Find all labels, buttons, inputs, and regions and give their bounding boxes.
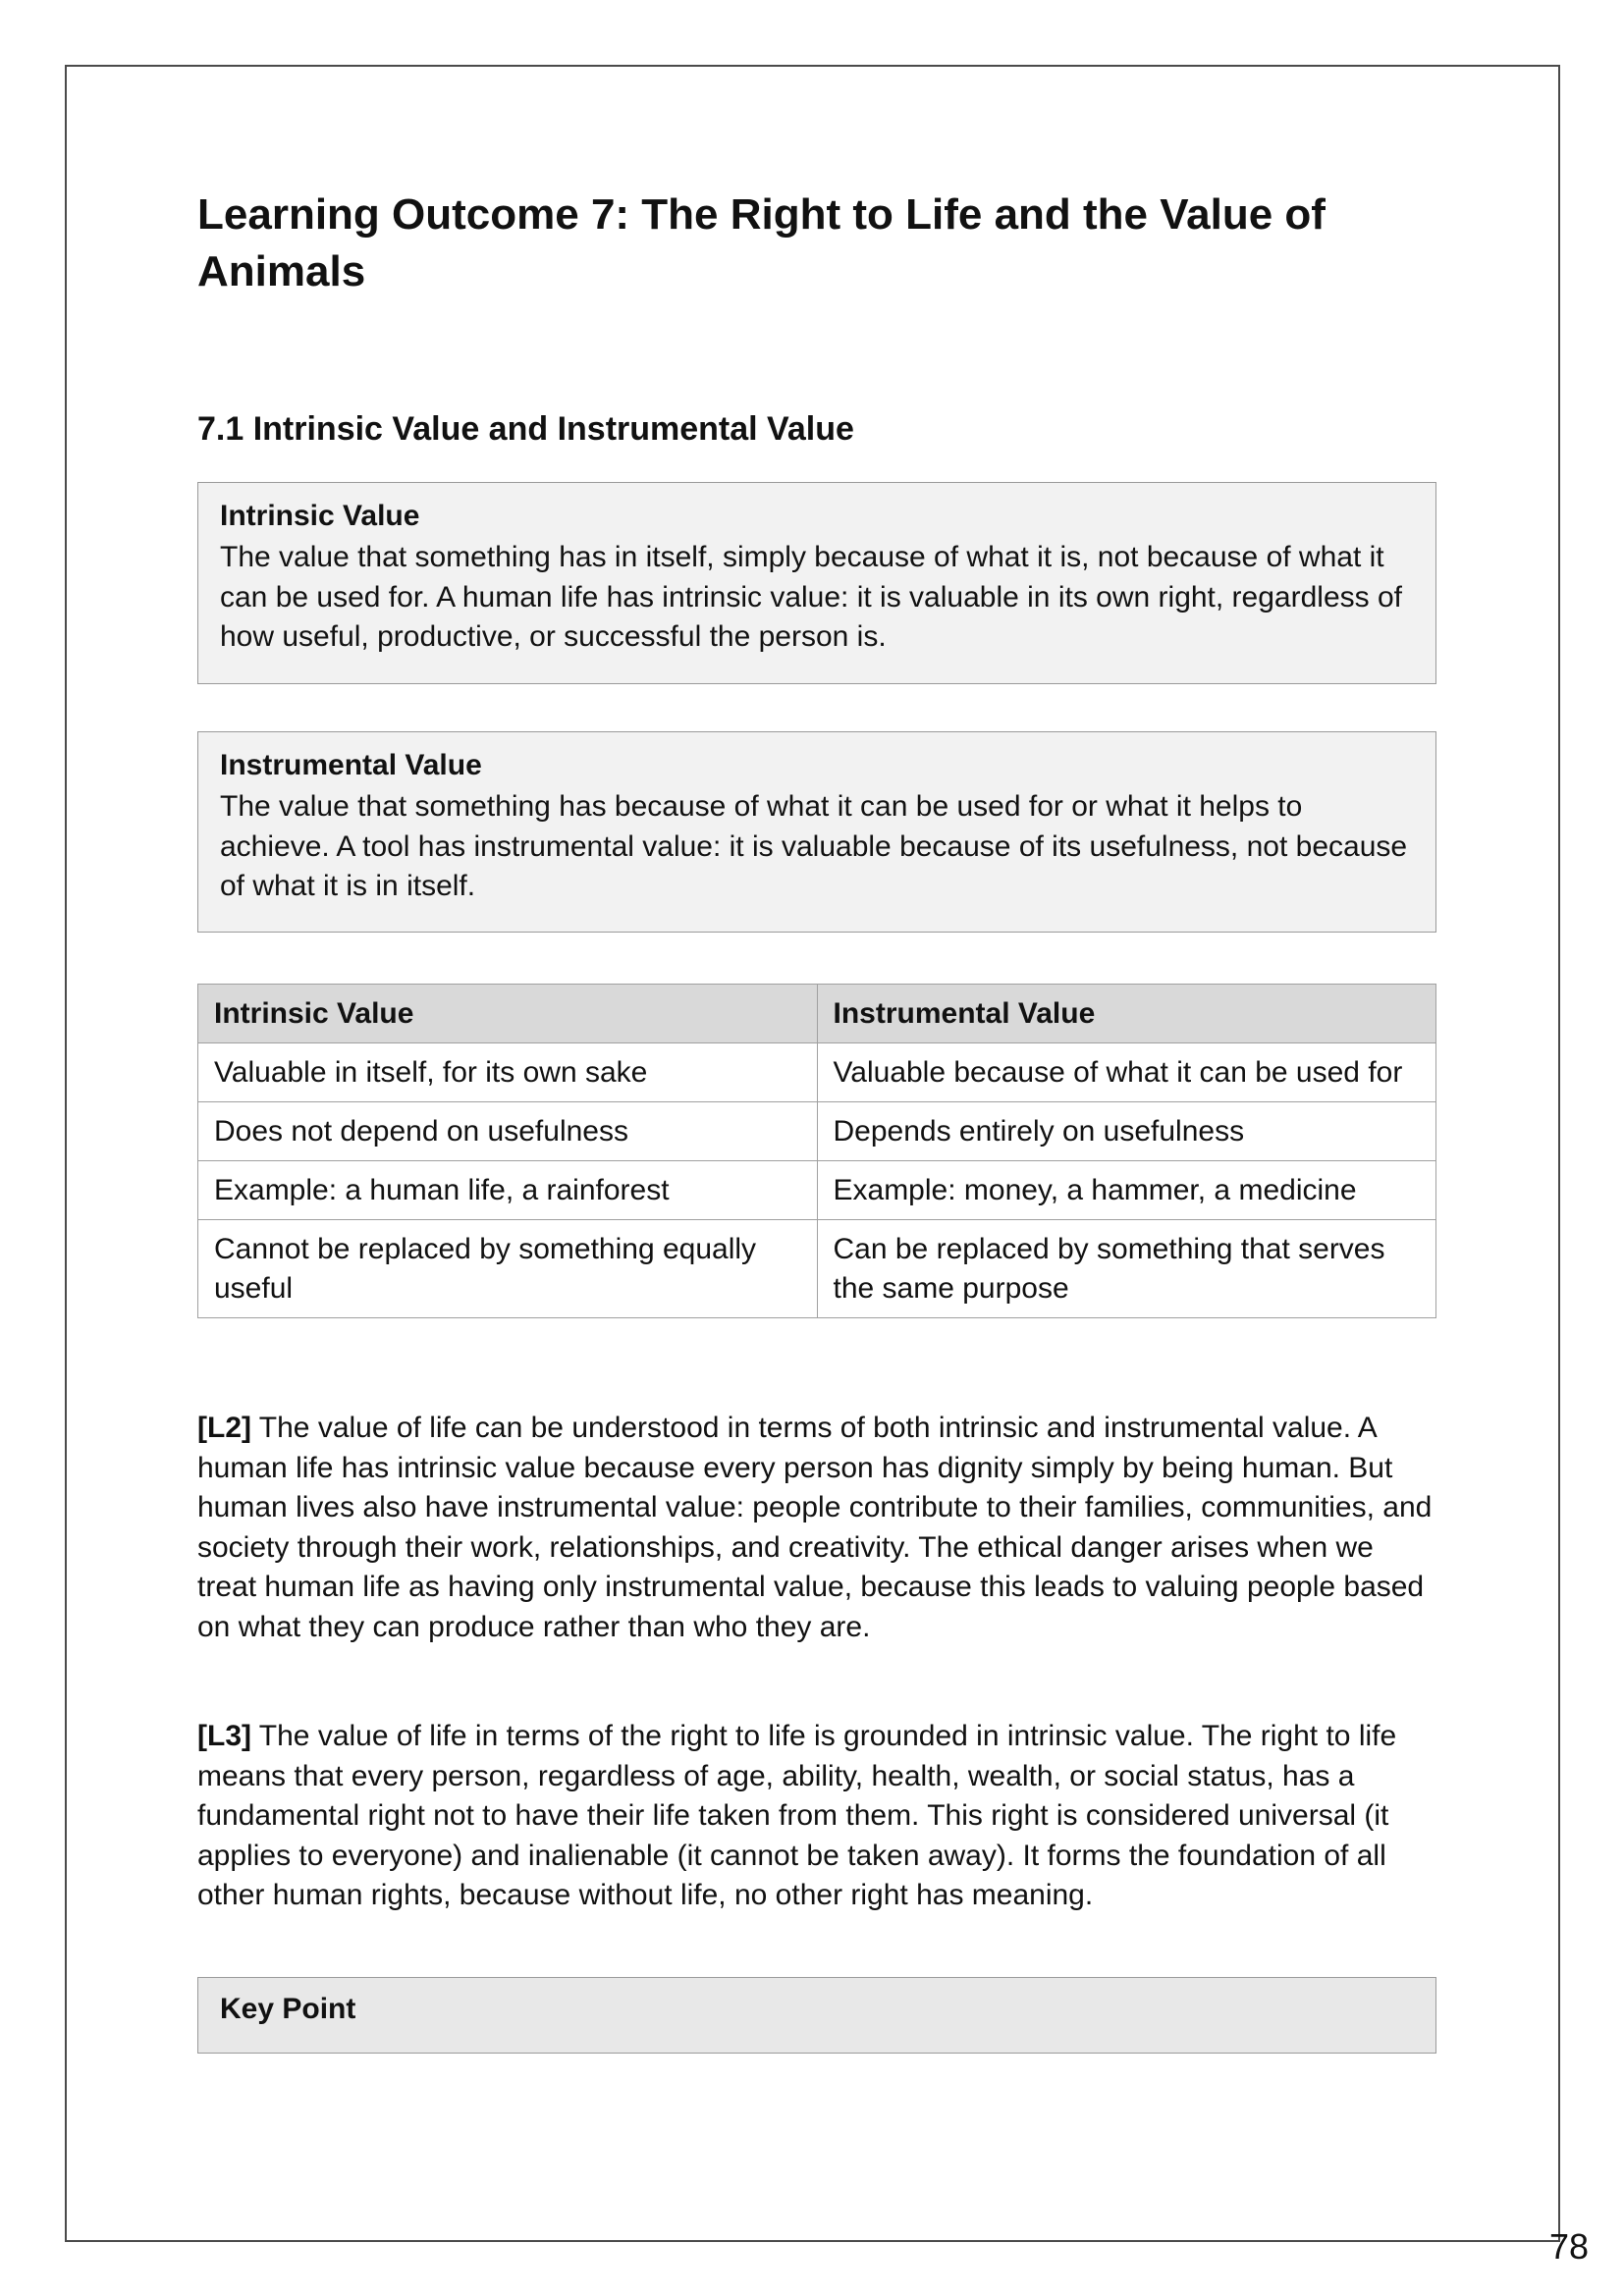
- paragraph-text: The value of life can be understood in terms of both intrinsic and instrumental value. A human life has intrinsic value because every person has dignity simply by being human. But human lives also have instrumental value: people contribute to their families, communities, and society through their work, relationships, and creativity. The ethical danger arises when we treat human life as having only instrumental value, because this leads to valuing people based on what they can produce rather than who they are.: [197, 1412, 1433, 1643]
- definition-title: Intrinsic Value: [220, 500, 420, 532]
- table-header-row: [198, 985, 1436, 1043]
- table-cell: Example: money, a hammer, a medicine: [817, 1161, 1436, 1220]
- table-cell: Cannot be replaced by something equally useful: [198, 1220, 818, 1318]
- definition-text: The value that something has because of what it can be used for or what it helps to achieve. A tool has instrumental value: it is valuable because of its usefulness, not because of what it is in itself.: [220, 790, 1408, 902]
- table-header-cell: Intrinsic Value: [198, 985, 818, 1043]
- section-heading: 7.1 Intrinsic Value and Instrumental Value: [197, 410, 854, 448]
- key-point-title: Key Point: [220, 1993, 356, 2025]
- table-cell: Valuable because of what it can be used for: [817, 1043, 1436, 1102]
- definition-text: The value that something has in itself, simply because of what it is, not because of what it can be used for. A human life has intrinsic value: it is valuable in its own right, regardless of how useful, productive, or successful the person is.: [220, 541, 1402, 653]
- comparison-table: [197, 984, 1436, 1318]
- paragraph-text: The value of life in terms of the right to life is grounded in intrinsic value. The right to life means that every person, regardless of age, ability, health, wealth, or social status, has a fundamental right not to have their life taken from them. This right is considered universal (it applies to everyone) and inalienable (it cannot be taken away). It forms the foundation of all other human rights, because without life, no other right has meaning.: [197, 1720, 1397, 1911]
- table-row: [198, 1043, 1436, 1102]
- page-content: [197, 187, 1436, 2025]
- table-cell: Does not depend on usefulness: [198, 1102, 818, 1161]
- table-row: [198, 1102, 1436, 1161]
- definition-box-instrumental: [197, 731, 1436, 933]
- table-row: [198, 1161, 1436, 1220]
- page-title: Learning Outcome 7: The Right to Life and the Value of Animals: [197, 190, 1326, 295]
- page-number: 78: [1549, 2226, 1590, 2267]
- key-point-box: [197, 1977, 1436, 2054]
- level-tag: [L3]: [197, 1720, 251, 1752]
- paragraph-l2: [197, 1409, 1436, 1647]
- definition-box-intrinsic: [197, 482, 1436, 684]
- paragraph-l3: [197, 1717, 1436, 1916]
- table-header-cell: Instrumental Value: [817, 985, 1436, 1043]
- table-cell: Valuable in itself, for its own sake: [198, 1043, 818, 1102]
- table-row: [198, 1220, 1436, 1318]
- table-cell: Depends entirely on usefulness: [817, 1102, 1436, 1161]
- table-cell: Can be replaced by something that serves the same purpose: [817, 1220, 1436, 1318]
- table-cell: Example: a human life, a rainforest: [198, 1161, 818, 1220]
- level-tag: [L2]: [197, 1412, 251, 1444]
- definition-title: Instrumental Value: [220, 749, 482, 781]
